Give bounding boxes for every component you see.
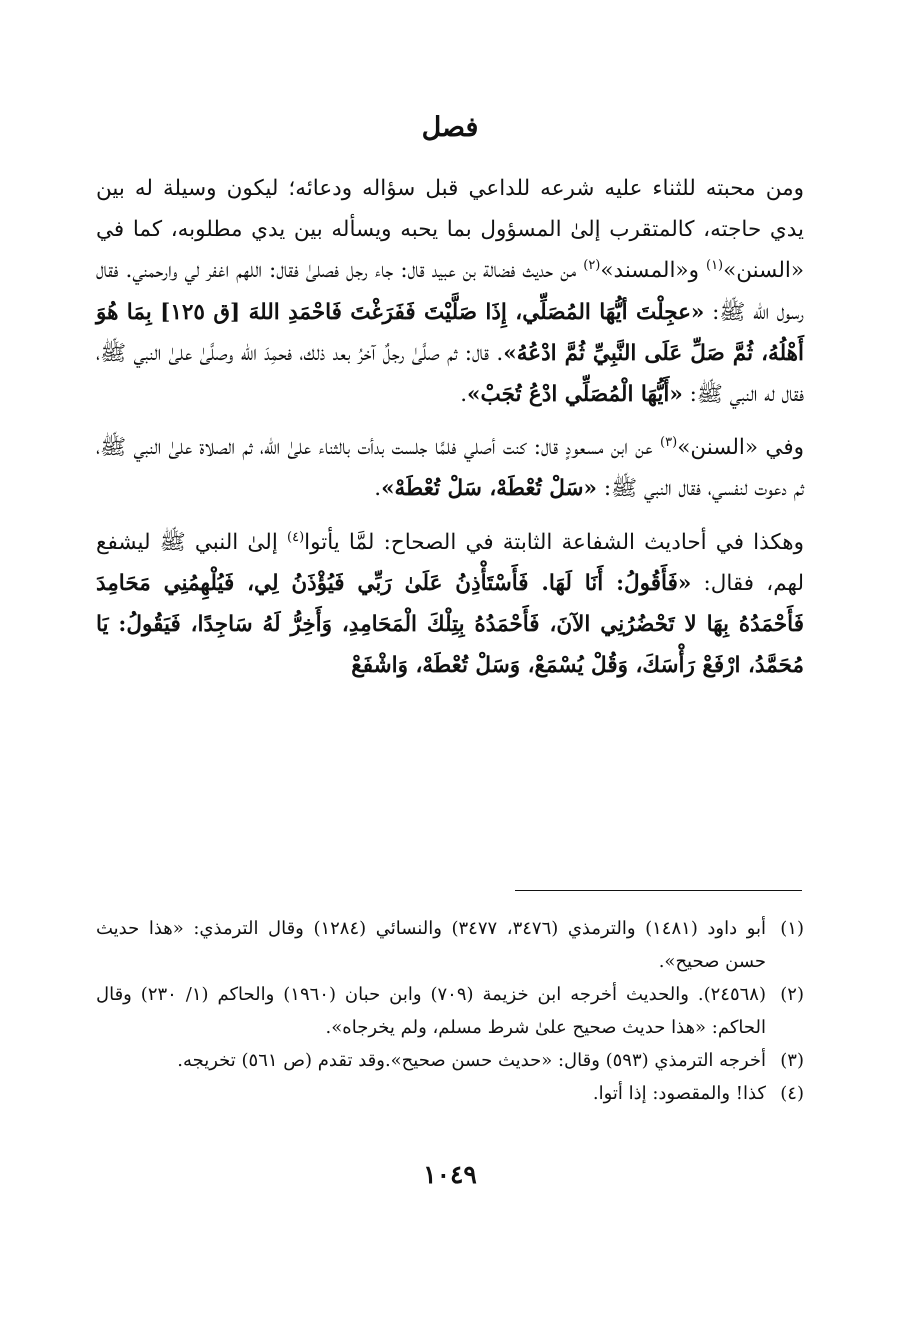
footnote-number: (٣) [780, 1050, 804, 1071]
footnote-divider [515, 890, 802, 891]
paragraph-1 [96, 168, 804, 415]
section-heading: فصل [421, 112, 479, 143]
footnote-text: أخرجه الترمذي (٥٩٣) وقال: «حديث حسن صحيح».وقد تقدم (ص ٥٦١) تخريجه. [177, 1050, 766, 1071]
text-run: . [460, 382, 468, 408]
text-run: و«المسند» [600, 258, 706, 284]
text-run: . [374, 476, 382, 502]
footnote-ref-1[interactable]: (١) [705, 258, 724, 274]
footnote-ref-3[interactable]: (٣) [660, 435, 678, 451]
hadith-quote: «فَأَقُولُ: أَنَا لَهَا. فَأَسْتَأْذِنُ عَلَىٰ رَبِّي فَيُؤْذَنُ لِي، فَيُلْهِمُنِي مَحَامِدَ فَأَحْمَدُهُ بِهَا لا تَحْضُرُنِي الآنَ، فَأَحْمَدُهُ بِتِلْكَ الْمَحَامِدِ، وَأَخِرُّ لَهُ سَاجِدًا، فَيَقُولُ: يَا مُحَمَّدُ، ارْفَعْ رَأْسَكَ، وَقُلْ يُسْمَعْ، وَسَلْ تُعْطَهْ، وَاشْفَعْ [96, 570, 804, 679]
footnote-ref-4[interactable]: (٤) [287, 529, 305, 545]
text-run: إلىٰ النبي ﷺ ليشفع لهم، فقال: [96, 529, 804, 596]
footnote-text: أبو داود (١٤٨١) والترمذي (٣٤٧٦، ٣٤٧٧) والنسائي (١٢٨٤) وقال الترمذي: «هذا حديث حسن صحيح». [96, 918, 767, 972]
hadith-quote: «أَيُّهَا الْمُصَلِّي ادْعُ تُجَبْ» [467, 382, 683, 408]
footnote-number: (٤) [780, 1083, 804, 1104]
footnote-item [96, 1044, 804, 1077]
paragraph-2 [96, 427, 804, 509]
footnote-number: (١) [780, 918, 804, 939]
text-run: . قال: ثم صلَّىٰ رجلٌ آخرُ بعد ذلك، فحمِدَ الله وصلَّىٰ علىٰ النبي ﷺ، فقال له النبي ﷺ: [96, 340, 804, 408]
main-text [96, 168, 804, 698]
footnote-text: كذا! والمقصود: إذا أتوا. [592, 1083, 766, 1104]
footnote-item [96, 1077, 804, 1110]
footnotes [96, 912, 804, 1110]
hadith-quote: «سَلْ تُعْطَهْ، سَلْ تُعْطَهْ» [381, 476, 597, 502]
footnote-number: (٢) [780, 984, 804, 1005]
paragraph-3 [96, 522, 804, 687]
footnote-ref-2[interactable]: (٢) [583, 258, 601, 274]
page-number: ١٠٤٩ [423, 1160, 477, 1189]
footnote-text: (٢٤٥٦٨). والحديث أخرجه ابن خزيمة (٧٠٩) وابن حبان (١٩٦٠) والحاكم (١/ ٢٣٠) وقال الحاكم: «هذا حديث صحيح علىٰ شرط مسلم، ولم يخرجاه». [96, 984, 766, 1038]
text-run: وهكذا في أحاديث الشفاعة الثابتة في الصحاح: لمَّا يأتوا [304, 529, 804, 555]
text-run: ومن محبته للثناء عليه شرعه للداعي قبل سؤاله ودعائه؛ ليكون وسيلة له بين يدي حاجته، كالمتقرب إلىٰ المسؤول بما يحبه ويسأله بين يدي مطلوبه، كما في «السنن» [96, 176, 804, 284]
text-run: من حديث فضالة بن عبيد قال: جاء رجل فصلىٰ فقال: اللهم اغفر لي وارحمني. فقال رسول الله ﷺ: [96, 258, 804, 325]
hadith-quote: «عجِلْتَ أيُّهَا المُصَلِّي، إِذَا صَلَّيْتَ فَفَرَغْتَ فَاحْمَدِ اللهَ [ق ١٢٥] بِمَا هُوَ أَهْلُهُ، ثُمَّ صَلِّ عَلَى النَّبِيِّ ثُمَّ ادْعُهُ» [96, 299, 804, 366]
text-run: وفي «السنن» [677, 435, 804, 461]
footnote-item [96, 912, 804, 978]
text-run: عن ابن مسعودٍ قال: كنت أصلي فلمَّا جلست بدأت بالثناء علىٰ الله، ثم الصلاة علىٰ النبي ﷺ، ثم دعوت لنفسي، فقال النبي ﷺ: [96, 435, 804, 502]
footnote-item [96, 978, 804, 1044]
